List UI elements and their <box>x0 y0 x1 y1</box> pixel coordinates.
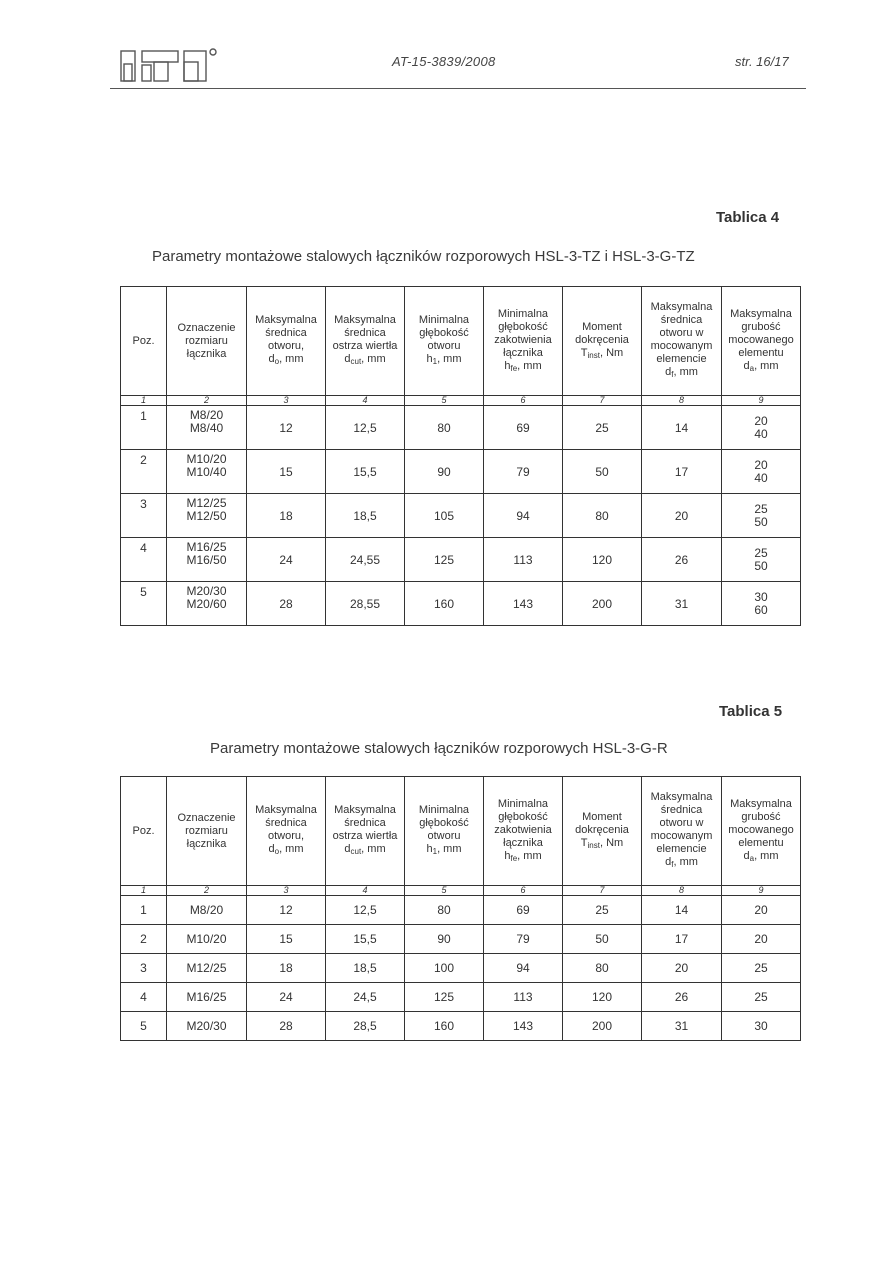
cell-dcut: 24,5 <box>326 983 405 1012</box>
col-number: 4 <box>326 396 405 406</box>
cell-d0: 28 <box>247 582 326 626</box>
col-number: 4 <box>326 886 405 896</box>
cell-size: M10/20 M10/40 <box>167 450 247 494</box>
cell-df: 31 <box>642 582 722 626</box>
cell-df: 26 <box>642 538 722 582</box>
itb-logo <box>120 48 220 82</box>
col-header-h1: Minimalna głębokość otworu $h_1$, mm <box>405 777 484 886</box>
cell-dcut: 18,5 <box>326 494 405 538</box>
table-row <box>121 538 801 582</box>
col-header-da: Maksymalna grubość mocowanego elementu $d_a$, mm <box>722 777 801 886</box>
cell-dcut: 28,55 <box>326 582 405 626</box>
cell-tinst: 50 <box>563 925 642 954</box>
table4-title: Parametry montażowe stalowych łączników rozporowych HSL-3-TZ i HSL-3-G-TZ <box>152 248 695 265</box>
table5 <box>120 776 801 1041</box>
col-header-poz: Poz. <box>121 287 167 396</box>
cell-size: M20/30 <box>167 1012 247 1041</box>
cell-tinst: 80 <box>563 954 642 983</box>
cell-poz: 3 <box>121 494 167 538</box>
header-divider <box>110 88 806 89</box>
cell-dcut: 15,5 <box>326 925 405 954</box>
col-header-tinst: Moment dokręcenia $T_{inst}$, Nm <box>563 777 642 886</box>
cell-size: M10/20 <box>167 925 247 954</box>
table-row <box>121 494 801 538</box>
cell-tinst: 25 <box>563 896 642 925</box>
col-number: 5 <box>405 886 484 896</box>
cell-hef: 69 <box>484 896 563 925</box>
table5-caption: Tablica 5 <box>719 703 783 720</box>
cell-hef: 69 <box>484 406 563 450</box>
col-number: 1 <box>121 886 167 896</box>
cell-poz: 4 <box>121 538 167 582</box>
cell-hef: 79 <box>484 450 563 494</box>
col-header-hef: Minimalna głębokość zakotwienia łącznika $h_{fe}$, mm <box>484 777 563 886</box>
col-number: 1 <box>121 396 167 406</box>
cell-h1: 90 <box>405 450 484 494</box>
cell-da: 25 <box>722 954 801 983</box>
col-header-d0: Maksymalna średnica otworu, $d_o$, mm <box>247 287 326 396</box>
table-row <box>121 925 801 954</box>
col-header-d0: Maksymalna średnica otworu, $d_o$, mm <box>247 777 326 886</box>
col-header-hef: Minimalna głębokość zakotwienia łącznika $h_{fe}$, mm <box>484 287 563 396</box>
cell-tinst: 200 <box>563 582 642 626</box>
col-header-dcut: Maksymalna średnica ostrza wiertła $d_{cut}$, mm <box>326 777 405 886</box>
cell-size: M8/20 <box>167 896 247 925</box>
cell-poz: 2 <box>121 450 167 494</box>
cell-size: M12/25 <box>167 954 247 983</box>
cell-d0: 24 <box>247 983 326 1012</box>
cell-df: 17 <box>642 925 722 954</box>
table5-header-row <box>121 777 801 886</box>
col-number: 3 <box>247 886 326 896</box>
cell-d0: 18 <box>247 494 326 538</box>
cell-tinst: 120 <box>563 983 642 1012</box>
cell-dcut: 28,5 <box>326 1012 405 1041</box>
cell-poz: 5 <box>121 1012 167 1041</box>
col-number: 9 <box>722 396 801 406</box>
col-header-dcut: Maksymalna średnica ostrza wiertła $d_{cut}$, mm <box>326 287 405 396</box>
cell-d0: 12 <box>247 896 326 925</box>
cell-dcut: 18,5 <box>326 954 405 983</box>
table5-title: Parametry montażowe stalowych łączników rozporowych HSL-3-G-R <box>210 740 668 757</box>
cell-tinst: 80 <box>563 494 642 538</box>
cell-tinst: 200 <box>563 1012 642 1041</box>
cell-poz: 4 <box>121 983 167 1012</box>
cell-dcut: 12,5 <box>326 896 405 925</box>
cell-df: 17 <box>642 450 722 494</box>
cell-h1: 125 <box>405 538 484 582</box>
cell-poz: 5 <box>121 582 167 626</box>
column-number-row <box>121 886 801 896</box>
page-header <box>0 0 893 92</box>
table-row <box>121 406 801 450</box>
cell-df: 14 <box>642 896 722 925</box>
cell-df: 20 <box>642 494 722 538</box>
cell-da: 20 40 <box>722 406 801 450</box>
table-row <box>121 450 801 494</box>
cell-df: 14 <box>642 406 722 450</box>
cell-hef: 94 <box>484 954 563 983</box>
col-number: 8 <box>642 886 722 896</box>
cell-da: 25 <box>722 983 801 1012</box>
cell-poz: 2 <box>121 925 167 954</box>
cell-da: 25 50 <box>722 494 801 538</box>
cell-h1: 105 <box>405 494 484 538</box>
cell-dcut: 12,5 <box>326 406 405 450</box>
table-row <box>121 954 801 983</box>
cell-da: 30 <box>722 1012 801 1041</box>
table-row <box>121 983 801 1012</box>
cell-poz: 1 <box>121 896 167 925</box>
cell-size: M16/25 <box>167 983 247 1012</box>
cell-tinst: 25 <box>563 406 642 450</box>
page-number: str. 16/17 <box>735 54 789 69</box>
cell-da: 25 50 <box>722 538 801 582</box>
col-header-poz: Poz. <box>121 777 167 886</box>
cell-h1: 160 <box>405 1012 484 1041</box>
column-number-row <box>121 396 801 406</box>
col-number: 9 <box>722 886 801 896</box>
cell-da: 20 40 <box>722 450 801 494</box>
cell-hef: 79 <box>484 925 563 954</box>
cell-hef: 143 <box>484 582 563 626</box>
col-number: 5 <box>405 396 484 406</box>
cell-df: 20 <box>642 954 722 983</box>
cell-poz: 1 <box>121 406 167 450</box>
col-number: 7 <box>563 396 642 406</box>
cell-hef: 113 <box>484 538 563 582</box>
cell-dcut: 24,55 <box>326 538 405 582</box>
document-id: AT-15-3839/2008 <box>392 54 496 69</box>
cell-da: 20 <box>722 925 801 954</box>
cell-hef: 143 <box>484 1012 563 1041</box>
col-number: 3 <box>247 396 326 406</box>
cell-df: 26 <box>642 983 722 1012</box>
cell-h1: 90 <box>405 925 484 954</box>
col-header-da: Maksymalna grubość mocowanego elementu $d_a$, mm <box>722 287 801 396</box>
cell-da: 30 60 <box>722 582 801 626</box>
cell-d0: 15 <box>247 450 326 494</box>
cell-size: M8/20 M8/40 <box>167 406 247 450</box>
table-row <box>121 896 801 925</box>
col-header-size: Oznaczenie rozmiaru łącznika <box>167 777 247 886</box>
cell-d0: 15 <box>247 925 326 954</box>
cell-h1: 80 <box>405 896 484 925</box>
cell-dcut: 15,5 <box>326 450 405 494</box>
cell-h1: 125 <box>405 983 484 1012</box>
cell-h1: 100 <box>405 954 484 983</box>
cell-d0: 12 <box>247 406 326 450</box>
col-number: 7 <box>563 886 642 896</box>
cell-size: M12/25 M12/50 <box>167 494 247 538</box>
cell-d0: 28 <box>247 1012 326 1041</box>
table4-header-row <box>121 287 801 396</box>
col-header-h1: Minimalna głębokość otworu $h_1$, mm <box>405 287 484 396</box>
cell-hef: 94 <box>484 494 563 538</box>
col-number: 8 <box>642 396 722 406</box>
col-number: 2 <box>167 886 247 896</box>
col-number: 6 <box>484 396 563 406</box>
col-number: 2 <box>167 396 247 406</box>
cell-h1: 80 <box>405 406 484 450</box>
cell-size: M20/30 M20/60 <box>167 582 247 626</box>
cell-h1: 160 <box>405 582 484 626</box>
cell-poz: 3 <box>121 954 167 983</box>
cell-d0: 18 <box>247 954 326 983</box>
cell-da: 20 <box>722 896 801 925</box>
col-header-df: Maksymalna średnica otworu w mocowanym elemencie $d_f$, mm <box>642 287 722 396</box>
cell-tinst: 50 <box>563 450 642 494</box>
col-header-size: Oznaczenie rozmiaru łącznika <box>167 287 247 396</box>
cell-d0: 24 <box>247 538 326 582</box>
table4-caption: Tablica 4 <box>716 209 780 226</box>
cell-hef: 113 <box>484 983 563 1012</box>
table-row <box>121 582 801 626</box>
col-number: 6 <box>484 886 563 896</box>
cell-tinst: 120 <box>563 538 642 582</box>
col-header-df: Maksymalna średnica otworu w mocowanym elemencie $d_f$, mm <box>642 777 722 886</box>
cell-df: 31 <box>642 1012 722 1041</box>
table4 <box>120 286 801 626</box>
table-row <box>121 1012 801 1041</box>
cell-size: M16/25 M16/50 <box>167 538 247 582</box>
col-header-tinst: Moment dokręcenia $T_{inst}$, Nm <box>563 287 642 396</box>
